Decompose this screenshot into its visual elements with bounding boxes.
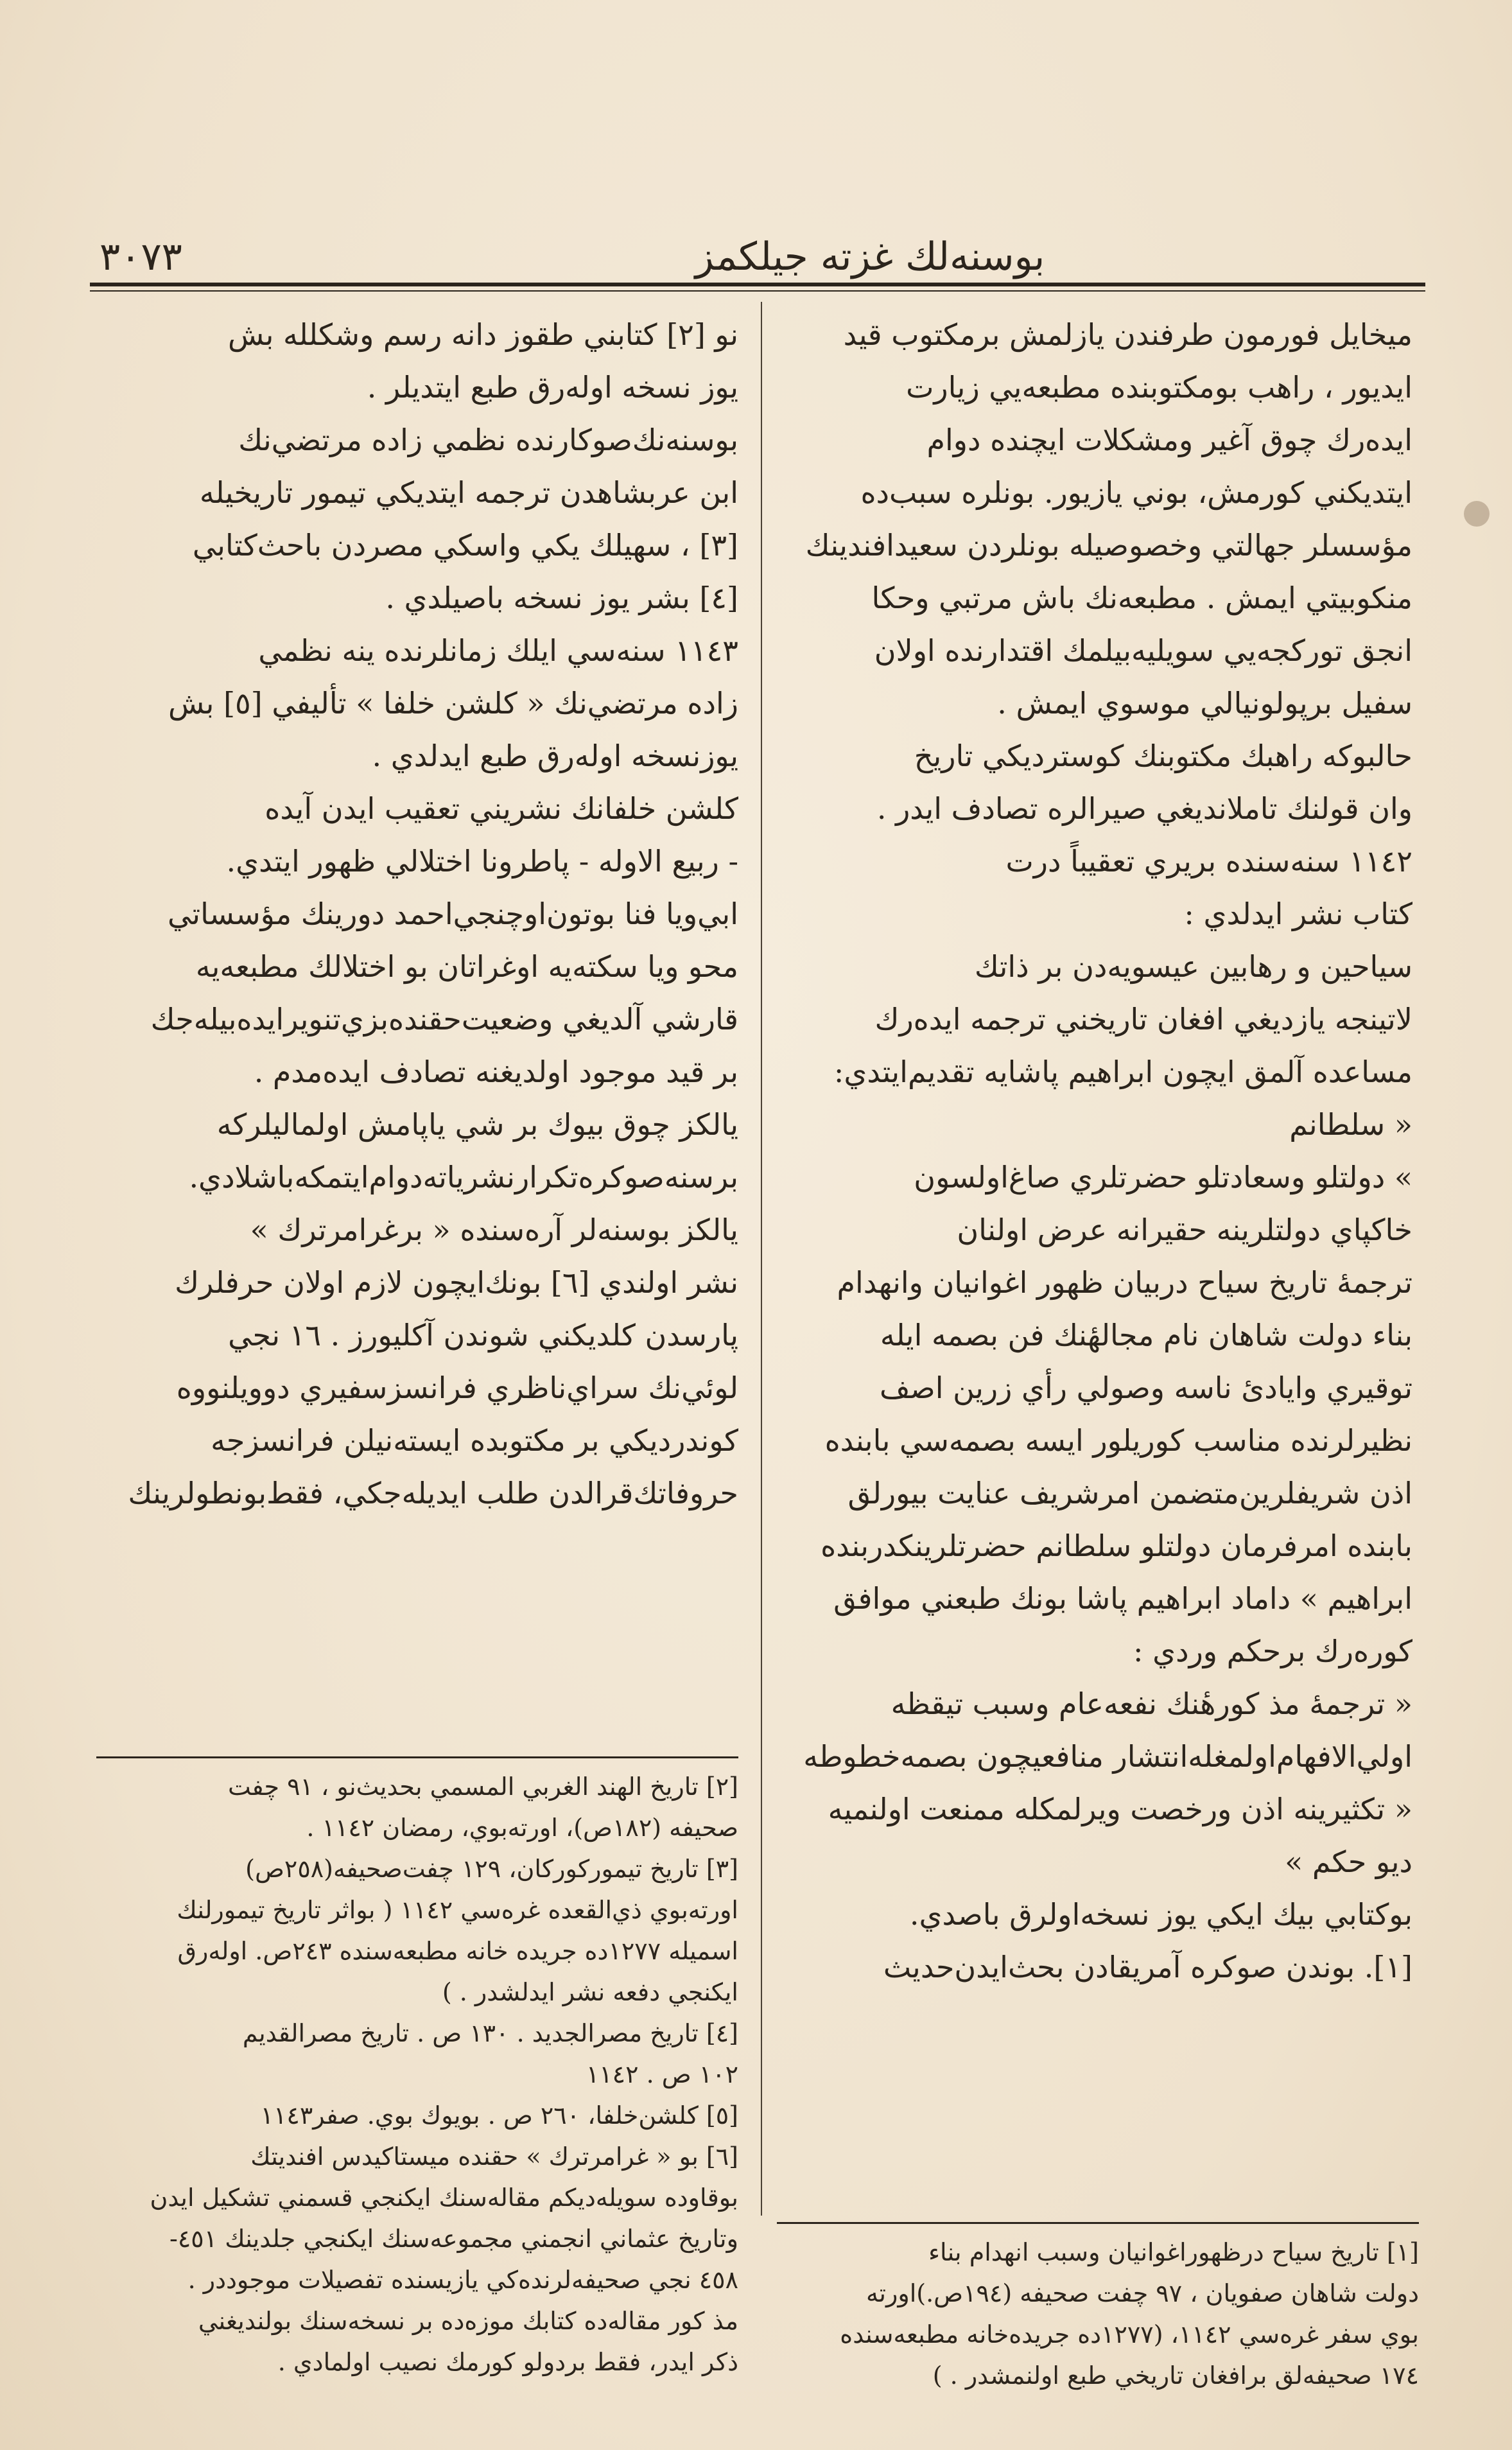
page-number: ٣٠٧٣: [100, 234, 182, 279]
left-text-column: [96, 308, 738, 1519]
text-line: ١١٤٢ سنه‌سنده بريري تعقيباً درت: [1005, 844, 1412, 879]
text-line: ابراهيم » داماد ابراهيم پاشا بونك طبعني موافق: [833, 1581, 1412, 1616]
text-line: ١١٤٣ سنه‌سي ايلك زمانلرنده ينه نظمي: [258, 633, 738, 668]
text-line: [٣] ، سهيلك يكي واسكي مصردن باحث‌كتابي: [192, 528, 738, 563]
text-line: نو [٢] كتابني طقوز دانه رسم وشكلله بش: [227, 317, 738, 352]
text-line: [٤] بشر يوز نسخه باصيلدي .: [385, 581, 738, 615]
text-line: مساعده آلمق ايچون ابراهيم پاشايه تقديم‌ايتدي:: [833, 1054, 1412, 1089]
left-footnotes: [96, 1766, 738, 2383]
text-line: سياحين و رهابين عيسويه‌دن بر ذاتك: [974, 949, 1412, 984]
text-line: اذن شريفلرين‌متضمن امرشريف عنايت بيورلق: [847, 1476, 1412, 1510]
footnote-line: مذ كور مقاله‌ده كتابك موزه‌ده بر نسخه‌سنك بولنديغني: [198, 2307, 738, 2335]
text-line: سفيل برپولونيالي موسوي ايمش .: [997, 686, 1412, 721]
footnote-line: [٢] تاريخ الهند الغربي المسمي بحديث‌نو ، ٩١ چفت: [228, 1772, 738, 1801]
text-line: پارسدن كلديكني شوندن آكليورز . ١٦ نجي: [228, 1318, 738, 1352]
footnote-line: ١٧٤ صحيفه‌لق برافغان تاريخي طبع اولنمشدر . ): [932, 2361, 1419, 2390]
footnote-line: اورته‌بوي ذي‌القعده غره‌سي ١١٤٢ ( بواثر تاريخ تيمورلنك: [177, 1896, 738, 1924]
right-footnotes: [777, 2232, 1419, 2396]
text-line: بوسنه‌نك‌صوكارنده نظمي زاده مرتضي‌نك: [238, 423, 738, 457]
text-line: خاكپاي دولتلرينه حقيرانه عرض اولنان: [957, 1212, 1412, 1247]
text-line: ايده‌رك چوق آغير ومشكلات ايچنده دوام: [926, 423, 1412, 457]
running-title: بوسنه‌لك غزته جيلكمز: [695, 234, 1045, 279]
footnote-line: ٤٥٨ نجي صحيفه‌لرنده‌كي يازيسنده تفصيلات موجوددر .: [187, 2266, 738, 2294]
text-line: منكوبيتي ايمش . مطبعه‌نك باش مرتبي وحكا: [871, 581, 1412, 615]
text-line: وان قولنك تاملانديغي صيرالره تصادف ايدر .: [876, 791, 1412, 826]
text-line: حالبوكه راهبك مكتوبنك كوستردیکي تاريخ: [914, 739, 1412, 773]
text-line: كوره‌رك برحكم وردي :: [1133, 1634, 1412, 1668]
text-line: نظيرلرنده مناسب كوريلور ايسه بصمه‌سي بابنده: [824, 1423, 1412, 1458]
text-line: بابنده امرفرمان دولتلو سلطانم حضرتلرينكدربنده: [821, 1528, 1412, 1563]
text-line: زاده مرتضي‌نك « كلشن خلفا » تأليفي [٥] بش: [168, 686, 738, 721]
footnote-line: [١] تاريخ سياح درظهوراغوانيان وسبب انهدام بناء: [928, 2238, 1419, 2266]
text-line: بوكتابي بيك ايكي يوز نسخه‌اولرق باصدي.: [909, 1897, 1412, 1932]
text-line: ميخايل فورمون طرفندن يازلمش برمكتوب قيد: [843, 317, 1412, 352]
text-line: محو ويا سكته‌يه اوغراتان بو اختلالك مطبعه‌يه: [195, 949, 738, 984]
text-line: لاتينجه يازديغي افغان تاريخني ترجمه ايده‌رك: [874, 1002, 1412, 1037]
text-line: لوئي‌نك سراي‌ناظري فرانسزسفيري دوويلنووه: [176, 1370, 738, 1405]
footnote-line: بوي سفر غره‌سي ١١٤٢، (١٢٧٧ده جريده‌خانه مطبعه‌سنده: [840, 2320, 1419, 2349]
footnote-line: [٣] تاريخ تيموركوركان، ١٢٩ چفت‌صحيفه(٢٥٨ص): [245, 1855, 738, 1883]
footnote-line: [٤] تاريخ مصرالجديد . ١٣٠ ص . تاريخ مصرالقديم: [242, 2019, 738, 2047]
text-line: كلشن خلفانك نشريني تعقيب ايدن آيده: [265, 791, 738, 826]
footnote-line: ذكر ايدر، فقط بردولو كورمك نصيب اولمادي .: [277, 2348, 738, 2376]
text-line: كتاب نشر ايدلدي :: [1184, 897, 1412, 931]
header-rule: [90, 283, 1425, 286]
footnote-line: دولت شاهان صفويان ، ٩٧ چفت صحيفه (١٩٤ص.)اورته: [866, 2279, 1419, 2307]
header-rule-thin: [90, 290, 1425, 292]
text-line: برسنه‌صوكره‌تكرار‌نشرياته‌دوام‌ايتمكه‌باشلادي.: [189, 1160, 738, 1194]
footnote-line: وتاريخ عثماني انجمني مجموعه‌سنك ايكنجي جلدينك ٤٥١-: [169, 2225, 738, 2253]
footnote-line: [٥] كلشن‌خلفا، ٢٦٠ ص . بويوك بوي. صفر١١٤٣: [260, 2101, 738, 2130]
text-line: انجق توركجه‌يي سويليه‌بيلمك اقتدارنده اولان: [874, 633, 1412, 668]
text-line: « ترجمهٔ مذ كورهٔنك نفعه‌عام وسبب تيقظه: [891, 1686, 1412, 1721]
text-line: يالكز چوق بيوك بر شي ياپامش اولماليلركه: [216, 1107, 738, 1142]
footnote-line: [٦] بو « غرامر‌ترك » حقنده ميستاكيدس افنديتك: [250, 2142, 738, 2171]
text-line: مؤسسلر جهالتي وخصوصيله بونلردن سعيدافندينك: [805, 528, 1412, 563]
text-line: كوندرديكي بر مكتوبده ايسته‌نيلن فرانسزجه: [211, 1423, 738, 1458]
text-line: ابي‌ويا فنا بوتون‌اوچنجي‌احمد دورينك مؤسساتي: [167, 897, 738, 931]
paper-stain: [1464, 501, 1490, 527]
text-line: بناء دولت شاهان نام مجالهٔنك فن بصمه ايله: [880, 1318, 1412, 1352]
text-line: توقيري وايادئ ناسه وصولي رأي زرين اصف: [880, 1370, 1412, 1405]
text-line: « سلطانم: [1289, 1107, 1412, 1142]
right-footnote-rule: [777, 2222, 1419, 2224]
footnote-line: بوقاوده سويله‌ديكم مقاله‌سنك ايكنجي قسمني تشكيل ايدن: [150, 2183, 738, 2212]
left-footnote-rule: [96, 1756, 738, 1758]
footnote-line: صحيفه (١٨٢ص)، اورته‌بوي، رمضان ١١٤٢ .: [306, 1814, 738, 1842]
right-text-column: [770, 308, 1412, 1993]
text-line: ايتديكني كورمش، بوني يازيور. بونلره سبب‌ده: [860, 475, 1412, 510]
text-line: اولي‌الافهام‌اولمغله‌انتشار منافعيچون بصمه‌خطوطه: [803, 1739, 1412, 1774]
footnote-line: اسميله ١٢٧٧ده جريده خانه مطبعه‌سنده ٢٤٣ص. اوله‌رق: [177, 1937, 738, 1965]
text-line: ابن عربشاهدن ترجمه ايتديكي تيمور تاريخيله: [199, 475, 738, 510]
text-line: حروفاتك‌قرالدن طلب ايديله‌جكي، فقط‌بونطولرينك: [128, 1476, 738, 1510]
text-line: ترجمهٔ تاريخ سياح دربيان ظهور اغوانيان وانهدام: [837, 1265, 1412, 1300]
text-line: « تكثيرينه اذن ورخصت ويرلمكله ممنعت اولنميه: [828, 1792, 1412, 1826]
page-header: [87, 222, 1429, 292]
footnote-line: ١٠٢ ص . ١١٤٢: [586, 2060, 738, 2088]
text-line: - ربيع الاوله - پاطرونا اختلالي ظهور ايتدي.: [226, 844, 738, 879]
text-line: قارشي آلديغي وضعيت‌حقنده‌بزي‌تنوير‌ايده‌بيله‌جك: [150, 1002, 738, 1037]
text-line: يالكز بوسنه‌لر آره‌سنده « برغرامر‌ترك »: [250, 1212, 738, 1247]
footnote-line: ايكنجي دفعه نشر ايدلشدر . ): [442, 1978, 738, 2006]
text-line: يوز نسخه اوله‌رق طبع ايتديلر .: [367, 370, 738, 405]
text-line: يوزنسخه اوله‌رق طبع ايدلدي .: [372, 739, 738, 773]
column-divider: [761, 302, 762, 2216]
text-line: [١]. بوندن صوكره آمريقادن بحث‌ايدن‌حديث: [883, 1950, 1412, 1984]
text-line: ايديور ، راهب بومكتوبنده مطبعه‌يي زيارت: [906, 370, 1412, 405]
text-line: بر قيد موجود اولديغنه تصادف ايده‌مدم .: [254, 1054, 738, 1089]
text-line: » دولتلو وسعادتلو حضرتلري صاغ‌اولسون: [914, 1160, 1412, 1194]
text-line: ديو حكم »: [1285, 1844, 1412, 1879]
text-line: نشر اولندي [٦] بونك‌ايچون لازم اولان حرفلرك: [175, 1265, 738, 1300]
